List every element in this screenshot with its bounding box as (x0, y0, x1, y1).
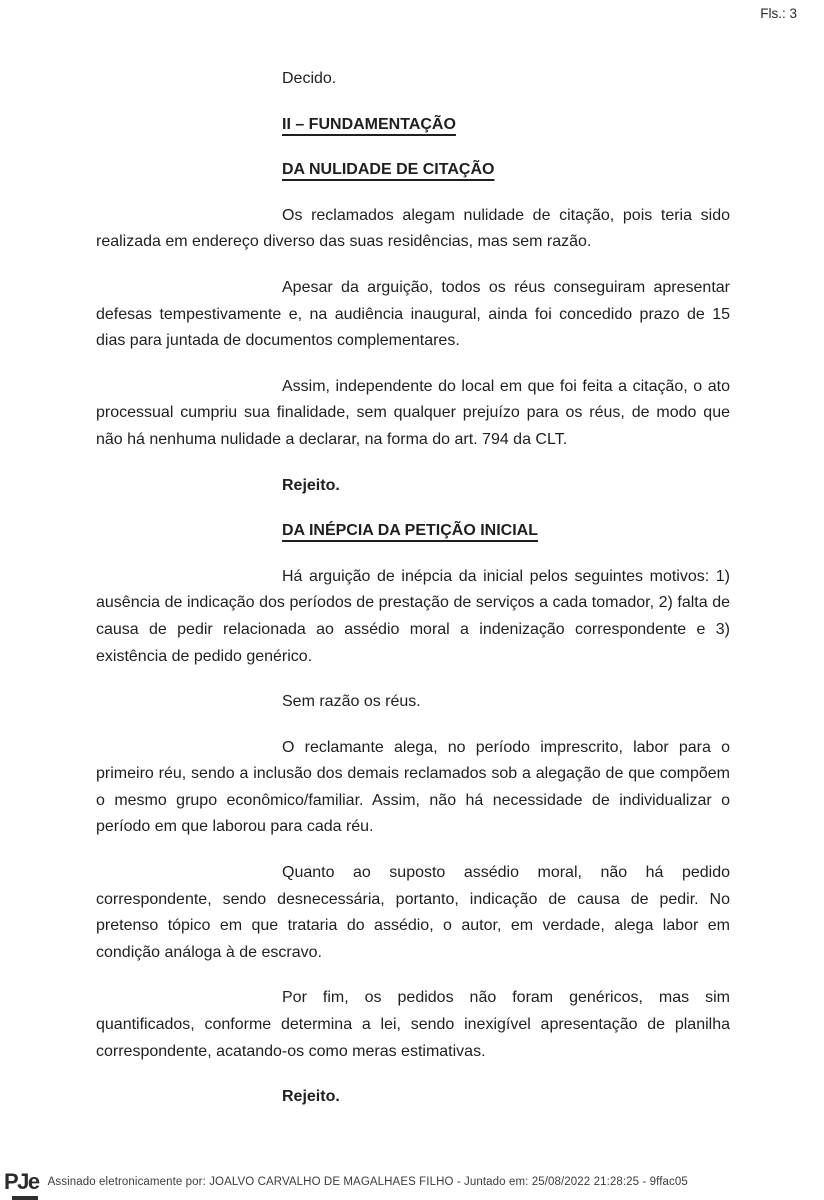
section-heading: DA NULIDADE DE CITAÇÃO (282, 161, 495, 179)
signature-text: Assinado eletronicamente por: JOALVO CARVALHO DE MAGALHAES FILHO - Juntado em: 25/08/2022 21:28:25 - 9ffac05 (47, 1176, 688, 1188)
paragraph: Assim, independente do local em que foi feita a citação, o ato processual cumpriu sua finalidade, sem qualquer prejuízo para os réus, de modo que não há nenhuma nulidade a declarar, na forma do art. 794 da CLT. (96, 377, 730, 448)
paragraph: Por fim, os pedidos não foram genéricos, mas sim quantificados, conforme determina a lei, sendo inexigível apresentação de planilha correspondente, acatando-os como meras estimativas. (96, 989, 730, 1060)
decision-label: Rejeito. (282, 476, 340, 494)
pje-logo: PJe (4, 1169, 39, 1194)
paragraph: Decido. (282, 70, 337, 87)
document-body (96, 66, 730, 1130)
paragraph: Há arguição de inépcia da inicial pelos seguintes motivos: 1) ausência de indicação dos períodos de prestação de serviços a cada tomador, 2) falta de causa de pedir relacionada ao assédio moral a indenização correspondente e 3) existência de pedido genérico. (96, 567, 730, 665)
paragraph: Quanto ao suposto assédio moral, não há pedido correspondente, sendo desnecessária, portanto, indicação de causa de pedir. No pretenso tópico em que trataria do assédio, o autor, em verdade, alega labor em condição análoga à de escravo. (96, 864, 730, 961)
decision-label: Rejeito. (282, 1088, 340, 1106)
page-number-label: Fls.: 3 (760, 6, 797, 21)
paragraph: Sem razão os réus. (282, 693, 421, 711)
signature-footer (4, 1170, 688, 1194)
paragraph: Os reclamados alegam nulidade de citação, pois teria sido realizada em endereço diverso das suas residências, mas sem razão. (96, 206, 730, 251)
section-heading: DA INÉPCIA DA PETIÇÃO INICIAL (282, 522, 539, 540)
paragraph: O reclamante alega, no período imprescrito, labor para o primeiro réu, sendo a inclusão dos demais reclamados sob a alegação de que compõem o mesmo grupo econômico/familiar. Assim, não há necessidade de individualizar o período em que laborou para cada réu. (96, 738, 730, 836)
paragraph: Apesar da arguição, todos os réus conseguiram apresentar defesas tempestivamente e, na audiência inaugural, ainda foi concedido prazo de 15 dias para juntada de documentos complementares. (96, 278, 730, 350)
page-edge-mark (12, 1196, 38, 1200)
section-heading: II – FUNDAMENTAÇÃO (282, 115, 456, 133)
